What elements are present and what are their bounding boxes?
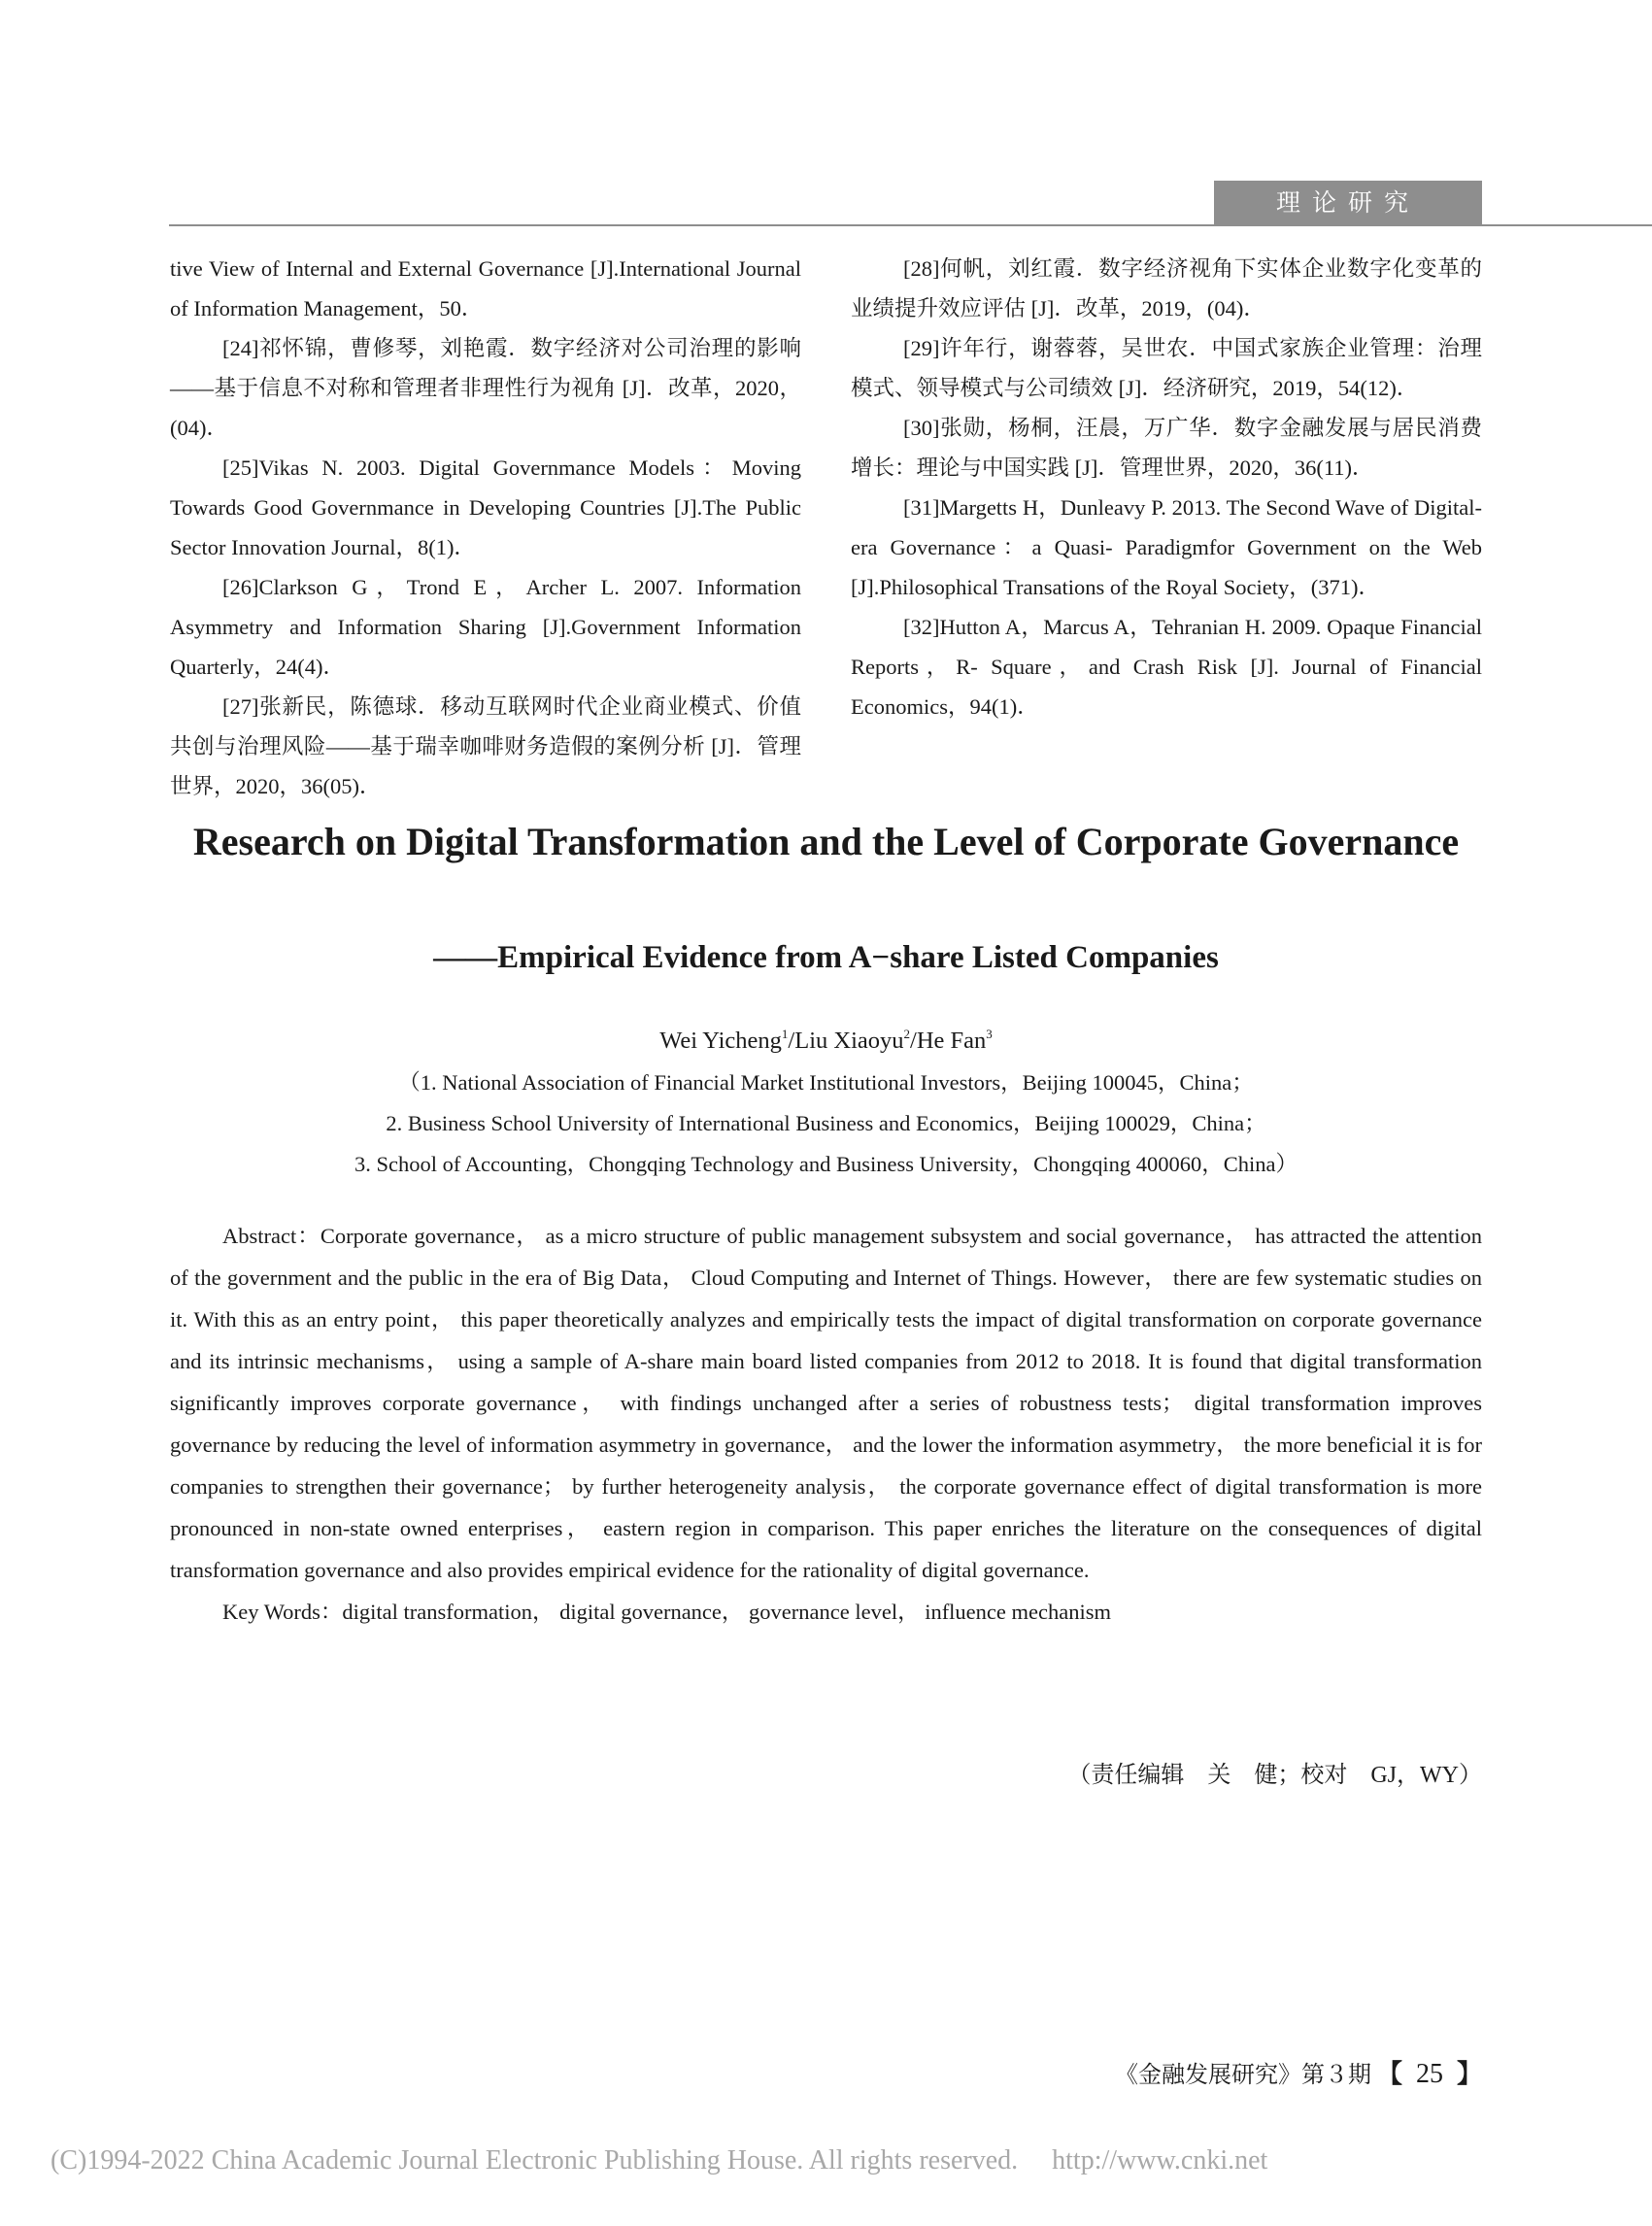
keywords-text: digital transformation， digital governance， governance level， influence mechanism [342,1600,1111,1624]
author-name: He Fan [916,1028,987,1054]
abstract-label: Abstract： [222,1224,320,1248]
author-name: Liu Xiaoyu [794,1028,904,1054]
author-affiliation-marker: 1 [781,1027,789,1041]
reference-entry: [32]Hutton A，Marcus A，Tehranian H. 2009. Opaque Financial Reports，R- Square，and Crash Risk [J]. Journal of Financial Economics，94(1)． [851,615,1482,719]
author-separator: / [910,1028,917,1054]
journal-name: 《金融发展研究》第３期 [1114,2063,1371,2088]
reference-entry: [31]Margetts H，Dunleavy P. 2013. The Second Wave of Digital- era Governance：a Quasi- Paradigmfor Government on the Web [J].Philosophical Transations of the Royal Society，(371)． [851,495,1482,599]
section-label: 理论研究 [1214,181,1482,225]
reference-entry: [26]Clarkson G，Trond E，Archer L. 2007. Information Asymmetry and Information Sharing [J].Government Information Quarterly，24(4)． [170,575,801,679]
author-line [170,1022,1482,1061]
keywords-paragraph [170,1591,1482,1633]
affiliation: 2. Business School University of International Business and Economics，Beijing 100029，China； [386,1111,1266,1135]
references-left-column [170,249,801,806]
abstract-text: Corporate governance， as a micro structure of public management subsystem and social governance， has attracted the attention of the government and the public in the era of Big Data， Cloud Computing and Internet of Things. However， there are few systematic studies on it. With this as an entry point， this paper theoretically analyzes and empirically tests the impact of digital transformation on corporate governance and its intrinsic mechanisms， using a sample of A-share main board listed companies from 2012 to 2018. It is found that digital transformation significantly improves corporate governance， with findings unchanged after a series of robustness tests； digital transformation improves governance by reducing the level of information asymmetry in governance， and the lower the information asymmetry， the more beneficial it is for companies to strengthen their governance； by further heterogeneity analysis， the corporate governance effect of digital transformation is more pronounced in non-state owned enterprises， eastern region in comparison. This paper enriches the literature on the consequences of digital transformation governance and also provides empirical evidence for the rationality of digital governance. [170,1224,1482,1582]
affiliation: 3. School of Accounting，Chongqing Technology and Business University，Chongqing 400060，China） [354,1152,1298,1176]
reference-entry: tive View of Internal and External Governance [J].International Journal of Information Management，50． [170,256,801,320]
article-title: Research on Digital Transformation and the Level of Corporate Governance [192,820,1460,863]
affiliation: （1. National Association of Financial Market Institutional Investors，Beijing 100045，China； [398,1070,1254,1095]
reference-entry: [29]许年行，谢蓉蓉，吴世农．中国式家族企业管理：治理模式、领导模式与公司绩效 [J]．经济研究，2019，54(12)． [851,336,1482,400]
reference-entry: [25]Vikas N. 2003. Digital Governmance Models：Moving Towards Good Governmance in Developing Countries [J].The Public Sector Innovation Journal，8(1)． [170,455,801,559]
page-bracket-close: 】 [1456,2060,1482,2089]
author-affiliation-marker: 3 [986,1027,993,1041]
page-footer [170,2055,1482,2095]
editor-note: （责任编辑 关 健；校对 GJ，WY） [1067,1763,1482,1788]
page-bracket-open: 【 [1376,2060,1402,2089]
header-rule [169,224,1652,226]
author-affiliation-marker: 2 [903,1027,911,1041]
reference-entry: [27]张新民，陈德球．移动互联网时代企业商业模式、价值共创与治理风险——基于瑞幸咖啡财务造假的案例分析 [J]．管理世界，2020，36(05)． [170,694,801,798]
article-subtitle: ——Empirical Evidence from A−share Listed Companies [433,940,1219,975]
references-right-column [851,249,1482,726]
page-number: 25 [1415,2059,1443,2089]
reference-entry: [24]祁怀锦，曹修琴，刘艳霞．数字经济对公司治理的影响——基于信息不对称和管理者非理性行为视角 [J]．改革，2020，(04)． [170,336,801,440]
affiliations [170,1062,1482,1185]
reference-entry: [28]何帆，刘红霞．数字经济视角下实体企业数字化变革的业绩提升效应评估 [J]．改革，2019，(04)． [851,256,1482,320]
copyright-notice: (C)1994-2022 China Academic Journal Electronic Publishing House. All rights reserved. http://www.cnki.net [51,2145,1268,2175]
author-name: Wei Yicheng [659,1028,782,1054]
abstract-block [170,1215,1482,1633]
abstract-paragraph [170,1215,1482,1591]
keywords-label: Key Words： [222,1600,343,1624]
reference-entry: [30]张勋，杨桐，汪晨，万广华．数字金融发展与居民消费增长：理论与中国实践 [J]．管理世界，2020，36(11)． [851,416,1482,480]
author-separator: / [788,1028,795,1054]
